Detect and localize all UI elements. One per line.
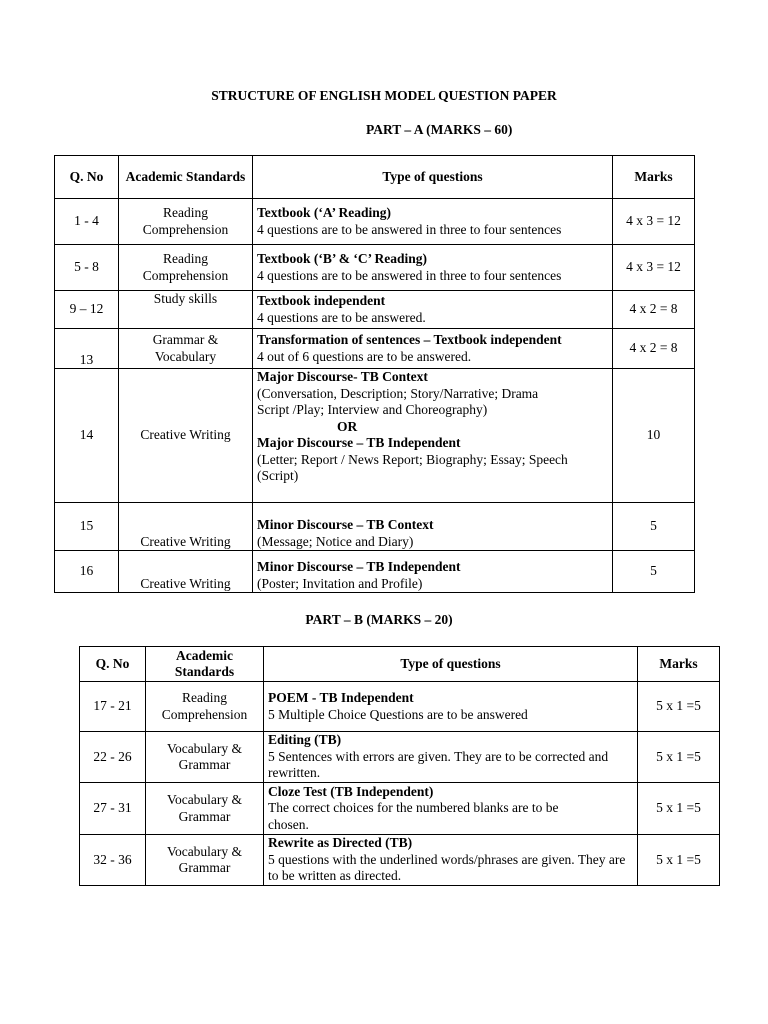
question-desc: The correct choices for the numbered blanks are to be chosen. bbox=[268, 800, 559, 832]
table-row bbox=[80, 835, 720, 886]
table-row bbox=[80, 682, 720, 732]
question-title: Cloze Test (TB Independent) bbox=[268, 783, 434, 799]
question-title: Textbook (‘B’ & ‘C’ Reading) bbox=[257, 251, 427, 266]
marks-cell: 10 bbox=[613, 369, 695, 503]
marks-cell: 4 x 3 = 12 bbox=[613, 199, 695, 245]
standard-cell: Reading Comprehension bbox=[119, 199, 253, 245]
standard-cell: Creative Writing bbox=[119, 503, 253, 551]
table-row bbox=[55, 369, 695, 503]
type-cell bbox=[253, 291, 613, 329]
question-title: Textbook (‘A’ Reading) bbox=[257, 205, 392, 220]
question-desc-alt: (Letter; Report / News Report; Biography; Essay; Speech (Script) bbox=[257, 451, 568, 483]
question-title: Editing (TB) bbox=[268, 732, 342, 748]
standard-cell: Vocabulary & Grammar bbox=[146, 835, 264, 886]
table-row bbox=[55, 551, 695, 593]
table-row bbox=[55, 503, 695, 551]
table-header-row bbox=[80, 647, 720, 682]
marks-cell: 5 x 1 =5 bbox=[638, 783, 720, 835]
question-desc: (Message; Notice and Diary) bbox=[257, 533, 414, 549]
header-type: Type of questions bbox=[253, 156, 613, 199]
qno-cell: 17 - 21 bbox=[80, 682, 146, 732]
marks-cell: 4 x 2 = 8 bbox=[613, 329, 695, 369]
question-title: Major Discourse- TB Context bbox=[257, 369, 428, 384]
marks-cell: 5 bbox=[613, 503, 695, 551]
header-qno: Q. No bbox=[55, 156, 119, 199]
qno-cell: 14 bbox=[55, 369, 119, 503]
question-desc: 4 questions are to be answered in three to four sentences bbox=[257, 221, 562, 237]
marks-cell: 5 x 1 =5 bbox=[638, 732, 720, 783]
qno-cell: 22 - 26 bbox=[80, 732, 146, 783]
marks-cell: 5 x 1 =5 bbox=[638, 835, 720, 886]
qno-cell: 32 - 36 bbox=[80, 835, 146, 886]
table-header-row bbox=[55, 156, 695, 199]
qno-cell: 16 bbox=[55, 551, 119, 593]
standard-cell: Creative Writing bbox=[119, 551, 253, 593]
type-cell bbox=[264, 835, 638, 886]
type-cell bbox=[253, 503, 613, 551]
table-row bbox=[55, 245, 695, 291]
question-title-alt: Major Discourse – TB Independent bbox=[257, 435, 461, 450]
qno-cell: 27 - 31 bbox=[80, 783, 146, 835]
qno-cell: 1 - 4 bbox=[55, 199, 119, 245]
table-row bbox=[80, 783, 720, 835]
question-desc: (Conversation, Description; Story/Narrative; Drama Script /Play; Interview and Choreography) bbox=[257, 385, 539, 417]
table-row bbox=[55, 199, 695, 245]
question-desc: 4 out of 6 questions are to be answered. bbox=[257, 348, 472, 364]
question-desc: (Poster; Invitation and Profile) bbox=[257, 575, 423, 591]
standard-cell: Study skills bbox=[119, 291, 253, 329]
type-cell bbox=[264, 682, 638, 732]
table-row bbox=[80, 732, 720, 783]
question-title: Minor Discourse – TB Independent bbox=[257, 559, 461, 574]
qno-cell: 9 – 12 bbox=[55, 291, 119, 329]
question-title: Transformation of sentences – Textbook independent bbox=[257, 332, 562, 347]
or-separator: OR bbox=[337, 418, 358, 434]
part-b-heading: PART – B (MARKS – 20) bbox=[305, 612, 453, 627]
type-cell bbox=[253, 245, 613, 291]
table-row bbox=[55, 329, 695, 369]
standard-cell: Vocabulary & Grammar bbox=[146, 783, 264, 835]
header-standards: Academic Standards bbox=[146, 647, 264, 682]
question-title: Minor Discourse – TB Context bbox=[257, 517, 434, 532]
header-marks: Marks bbox=[613, 156, 695, 199]
qno-cell: 5 - 8 bbox=[55, 245, 119, 291]
type-cell bbox=[253, 551, 613, 593]
standard-cell: Creative Writing bbox=[119, 369, 253, 503]
question-desc: 5 Multiple Choice Questions are to be answered bbox=[268, 706, 528, 722]
part-b-table bbox=[79, 646, 720, 886]
type-cell bbox=[264, 732, 638, 783]
header-standards: Academic Standards bbox=[119, 156, 253, 199]
question-title: Textbook independent bbox=[257, 293, 386, 308]
question-desc: 4 questions are to be answered. bbox=[257, 309, 426, 325]
header-marks: Marks bbox=[638, 647, 720, 682]
question-desc: 5 questions with the underlined words/phrases are given. They are to be written as directed. bbox=[268, 851, 626, 884]
type-cell bbox=[253, 369, 613, 503]
qno-cell: 15 bbox=[55, 503, 119, 551]
standard-cell: Vocabulary & Grammar bbox=[146, 732, 264, 783]
type-cell bbox=[253, 329, 613, 369]
header-type: Type of questions bbox=[264, 647, 638, 682]
document-title: STRUCTURE OF ENGLISH MODEL QUESTION PAPER bbox=[211, 88, 557, 103]
qno-cell: 13 bbox=[55, 329, 119, 369]
part-a-heading: PART – A (MARKS – 60) bbox=[366, 122, 513, 137]
marks-cell: 4 x 2 = 8 bbox=[613, 291, 695, 329]
table-row bbox=[55, 291, 695, 329]
question-title: POEM - TB Independent bbox=[268, 690, 414, 705]
question-desc: 5 Sentences with errors are given. They are to be corrected and rewritten. bbox=[268, 748, 609, 781]
type-cell bbox=[264, 783, 638, 835]
standard-cell: Reading Comprehension bbox=[146, 682, 264, 732]
standard-cell: Reading Comprehension bbox=[119, 245, 253, 291]
marks-cell: 4 x 3 = 12 bbox=[613, 245, 695, 291]
marks-cell: 5 bbox=[613, 551, 695, 593]
type-cell bbox=[253, 199, 613, 245]
question-title: Rewrite as Directed (TB) bbox=[268, 835, 413, 851]
header-qno: Q. No bbox=[80, 647, 146, 682]
question-desc: 4 questions are to be answered in three to four sentences bbox=[257, 267, 562, 283]
marks-cell: 5 x 1 =5 bbox=[638, 682, 720, 732]
standard-cell: Grammar & Vocabulary bbox=[119, 329, 253, 369]
part-a-table bbox=[54, 155, 695, 593]
